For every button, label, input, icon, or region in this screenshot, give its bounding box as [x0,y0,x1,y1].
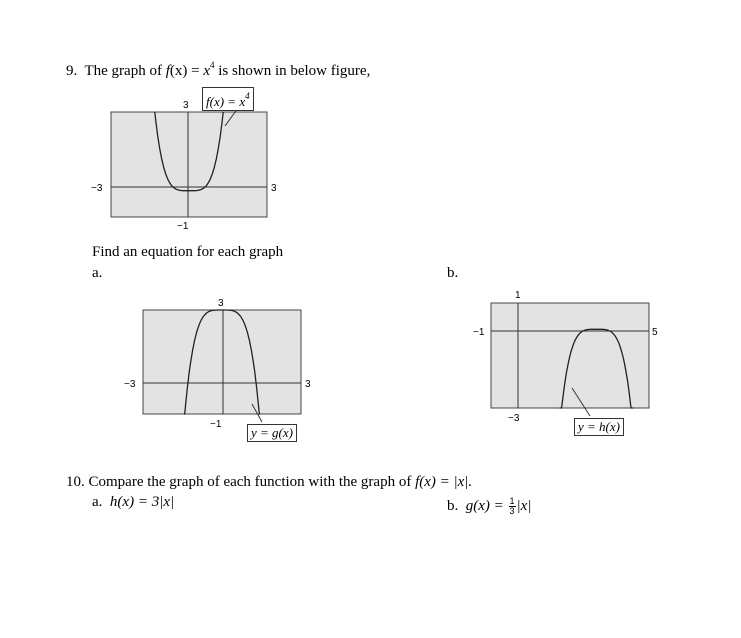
problem-9-suffix: is shown in below figure, [214,63,371,79]
main-graph-ymin-label: −1 [177,221,189,232]
problem-10-heading [66,473,472,491]
problem-10-part-a-label: a. [92,494,103,510]
problem-9-var: x [203,63,211,79]
main-graph-xmax-label: 3 [271,183,277,194]
problem-10-part-a [92,493,174,511]
problem-10-part-b-label: b. [447,498,459,514]
problem-9-eq: = [187,63,204,79]
part-b-label: b. [447,265,459,281]
main-graph-ymax-label: 3 [183,100,189,111]
problem-10-f-expr: f(x) = |x|. [415,474,473,490]
problem-10-part-b-rhs: |x| [516,498,532,514]
problem-9-exp: 4 [210,60,215,70]
graph-b-xmax-label: 5 [652,327,658,338]
problem-9-fname: f [165,63,170,79]
part-a-label: a. [92,265,103,281]
problem-9-number: 9. [66,63,78,79]
problem-9-arg: (x) [169,63,188,79]
graph-a-xmin-label: −3 [124,379,136,390]
problem-10-part-a-expr: h(x) = 3|x| [109,494,175,510]
problem-10-part-b-fraction: $\frac{1}{3}$ [509,496,515,517]
graph-b-xmin-label: −1 [473,327,485,338]
graph-a-xmax-label: 3 [305,379,311,390]
problem-9-prefix: The graph of [84,63,162,79]
graph-a-ymin-label: −1 [210,419,222,430]
graph-a-callout: y = g(x) [247,424,297,442]
problem-10-part-b [447,497,531,516]
problem-10-number: 10. [66,474,85,490]
problem-10-part-b-lhs: g(x) = [465,498,508,514]
main-graph-callout: $f(x) = x^4$ [202,87,254,111]
graph-b-callout: y = h(x) [574,418,624,436]
problem-10-text: Compare the graph of each function with the graph of [88,474,412,490]
main-graph-xmin-label: −3 [91,183,103,194]
graph-a-ymax-label: 3 [218,298,224,309]
instruction-text: Find an equation for each graph [92,244,284,260]
graph-b-ymax-label: 1 [515,290,521,301]
graph-b-ymin-label: −3 [508,413,520,424]
